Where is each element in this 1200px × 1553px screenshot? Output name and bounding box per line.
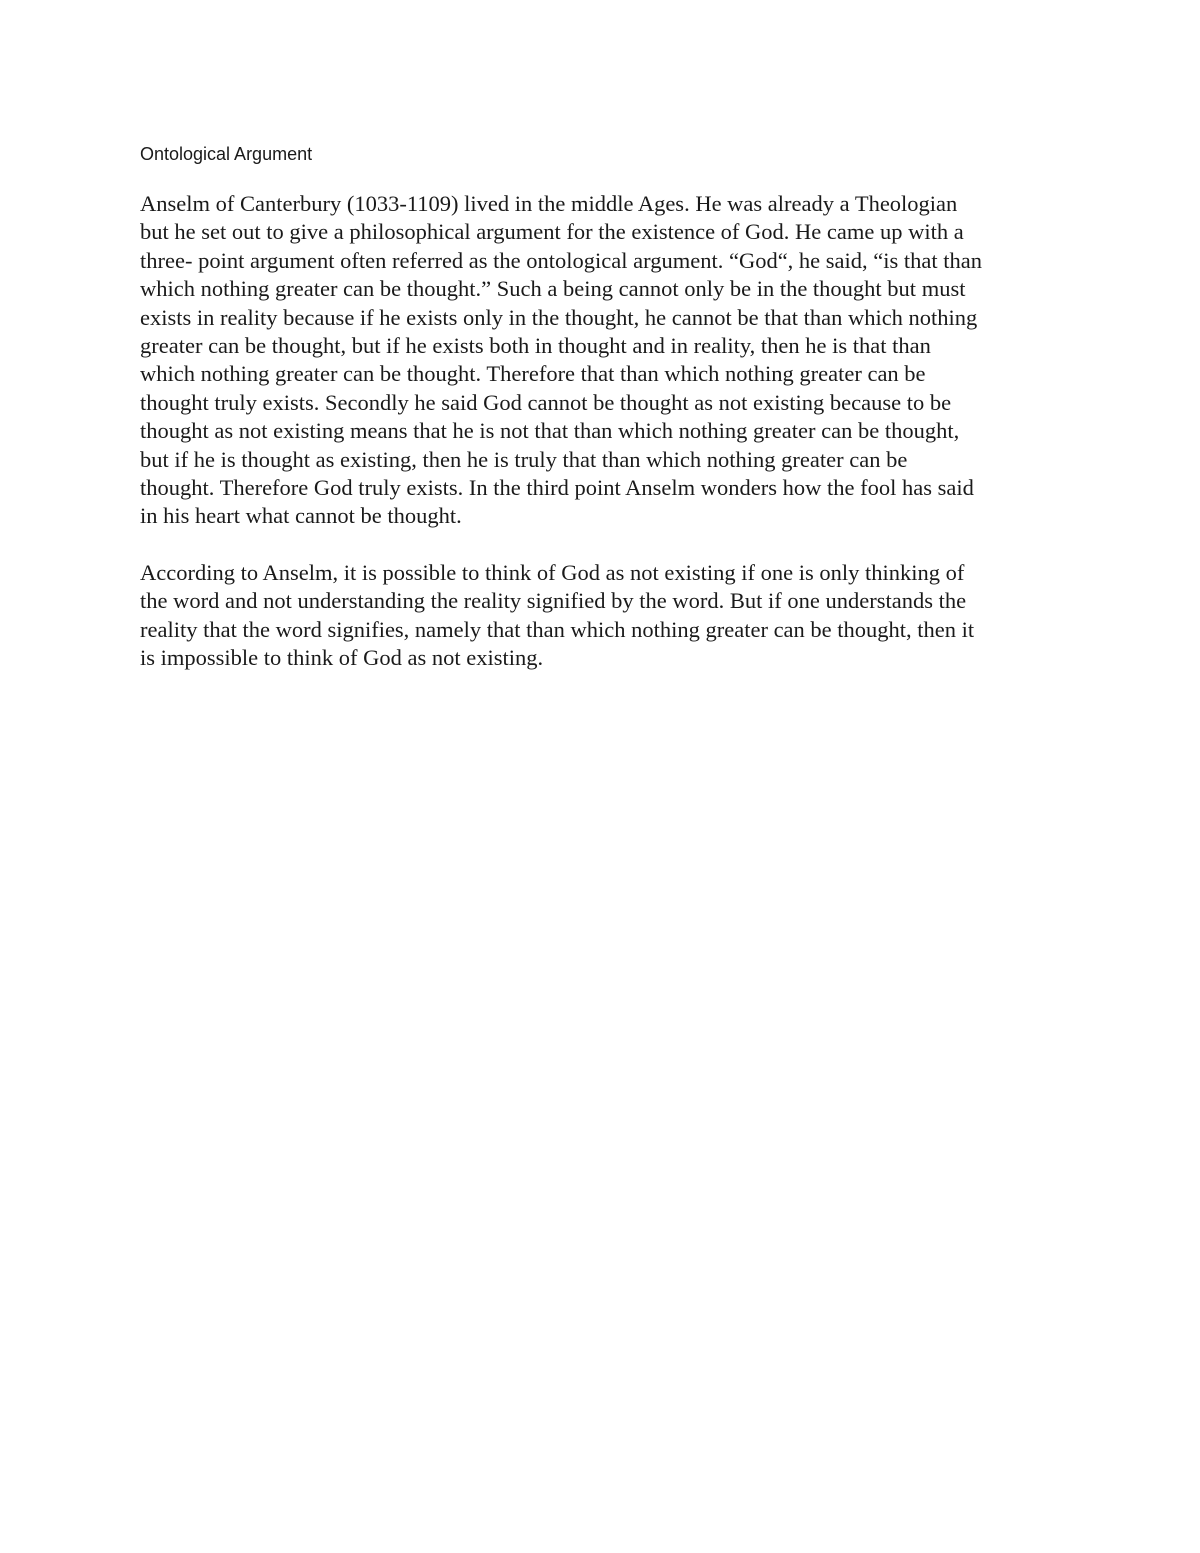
paragraph-line: thought truly exists. Secondly he said God cannot be thought as not existing because to be [140, 389, 952, 415]
paragraph-2 [140, 559, 1070, 673]
paragraph-line: reality that the word signifies, namely that than which nothing greater can be thought, then it [140, 616, 975, 642]
paragraph-line: the word and not understanding the reality signified by the word. But if one understands the [140, 588, 967, 614]
paragraph-line: Anselm of Canterbury (1033-1109) lived in the middle Ages. He was already a Theologian [140, 191, 958, 216]
paragraph-line: but he set out to give a philosophical argument for the existence of God. He came up with a [140, 219, 964, 245]
paragraph-1 [140, 190, 1070, 531]
document-title: Ontological Argument [140, 144, 313, 164]
paragraph-line: but if he is thought as existing, then he is truly that than which nothing greater can be [140, 446, 908, 472]
paragraph-line: exists in reality because if he exists only in the thought, he cannot be that than which nothing [140, 304, 978, 330]
paragraph-line: greater can be thought, but if he exists both in thought and in reality, then he is that than [140, 333, 931, 359]
paragraph-line: According to Anselm, it is possible to think of God as not existing if one is only thinking of [140, 559, 965, 585]
paragraph-line: three- point argument often referred as the ontological argument. “God“, he said, “is that than [140, 247, 983, 273]
paragraph-line: thought. Therefore God truly exists. In the third point Anselm wonders how the fool has said [140, 475, 974, 501]
paragraph-line: which nothing greater can be thought.” Such a being cannot only be in the thought but must [140, 276, 966, 302]
document-content [140, 140, 1070, 701]
paragraph-line: thought as not existing means that he is not that than which nothing greater can be thought, [140, 418, 960, 444]
paragraph-line: which nothing greater can be thought. Therefore that than which nothing greater can be [140, 361, 926, 387]
paragraph-line: in his heart what cannot be thought. [140, 503, 462, 529]
paragraph-line: is impossible to think of God as not existing. [140, 645, 544, 671]
